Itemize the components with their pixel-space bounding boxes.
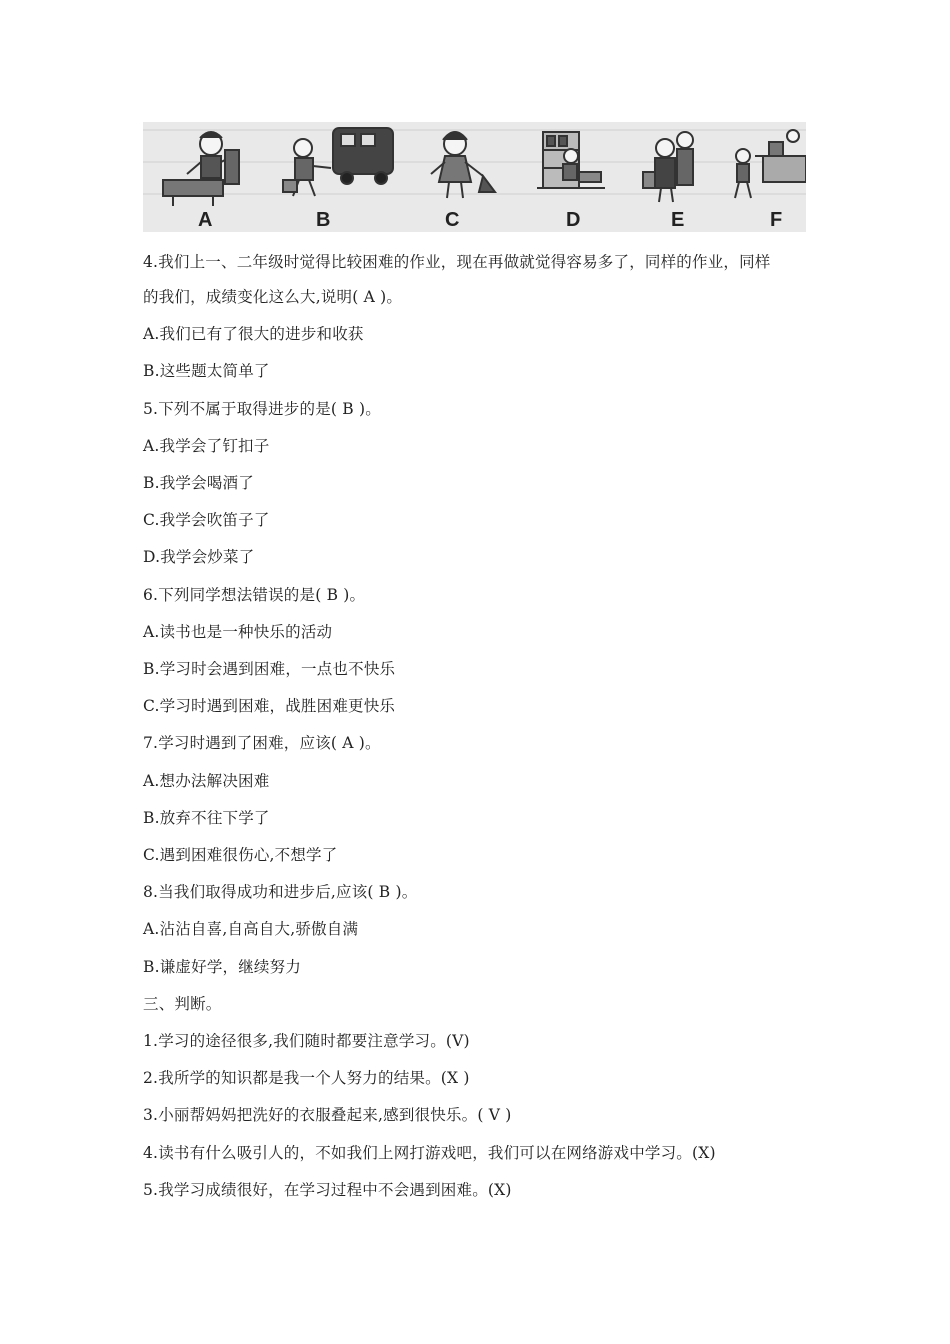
question-4-line-1: 4.我们上一、二年级时觉得比较困难的作业，现在再做就觉得容易多了，同样的作业，同样 — [143, 253, 771, 271]
question-6-option-a: A.读书也是一种快乐的活动 — [143, 622, 333, 641]
judgment-item-3: 3.小丽帮妈妈把洗好的衣服叠起来,感到很快乐。( V ) — [143, 1106, 512, 1125]
activity-illustration — [143, 122, 806, 232]
child-with-adult-icon — [643, 132, 693, 202]
question-5-option-a: A.我学会了钉扣子 — [143, 436, 270, 455]
question-7-option-b: B.放弃不往下学了 — [143, 808, 270, 827]
child-with-bus-icon — [283, 128, 393, 196]
question-5-option-d: D.我学会炒菜了 — [143, 548, 255, 567]
question-8-option-b: B.谦虚好学，继续努力 — [143, 957, 302, 976]
child-at-desk-icon — [163, 132, 239, 206]
question-5-option-b: B.我学会喝酒了 — [143, 474, 254, 493]
judgment-item-4: 4.读书有什么吸引人的，不如我们上网打游戏吧，我们可以在网络游戏中学习。(X) — [143, 1143, 716, 1162]
question-4-line-2: 的我们，成绩变化这么大,说明( A )。 — [143, 288, 403, 306]
section-3-title: 三、判断。 — [143, 994, 222, 1013]
question-content — [143, 245, 813, 1209]
question-8-option-a: A.沾沾自喜,自高自大,骄傲自满 — [143, 920, 359, 939]
question-8-stem: 8.当我们取得成功和进步后,应该( B )。 — [143, 883, 418, 902]
child-at-cabinet-icon — [537, 132, 605, 188]
question-6-option-b: B.学习时会遇到困难，一点也不快乐 — [143, 660, 396, 679]
figure-label-c: C — [445, 209, 460, 231]
question-6-stem: 6.下列同学想法错误的是( B )。 — [143, 585, 366, 604]
figure-label-b: B — [316, 209, 331, 231]
children-at-shop-icon — [735, 130, 806, 198]
question-7-option-c: C.遇到困难很伤心,不想学了 — [143, 846, 338, 865]
background-texture — [143, 130, 806, 194]
question-7-stem: 7.学习时遇到了困难，应该( A )。 — [143, 734, 381, 753]
figure-label-f: F — [770, 209, 783, 231]
child-sweeping-icon — [431, 132, 495, 198]
judgment-item-2: 2.我所学的知识都是我一个人努力的结果。(X ) — [143, 1069, 470, 1088]
illustration-svg — [143, 122, 806, 232]
question-5-option-c: C.我学会吹笛子了 — [143, 511, 270, 530]
question-7-option-a: A.想办法解决困难 — [143, 771, 270, 790]
figure-label-d: D — [566, 209, 581, 231]
judgment-item-1: 1.学习的途径很多,我们随时都要注意学习。(V) — [143, 1032, 470, 1051]
question-4-option-a: A.我们已有了很大的进步和收获 — [143, 325, 364, 344]
question-6-option-c: C.学习时遇到困难，战胜困难更快乐 — [143, 697, 396, 716]
figure-label-a: A — [198, 209, 213, 231]
question-4-option-b: B.这些题太简单了 — [143, 362, 270, 381]
figure-label-e: E — [671, 209, 685, 231]
question-5-stem: 5.下列不属于取得进步的是( B )。 — [143, 399, 381, 418]
judgment-item-5: 5.我学习成绩很好，在学习过程中不会遇到困难。(X) — [143, 1180, 512, 1199]
